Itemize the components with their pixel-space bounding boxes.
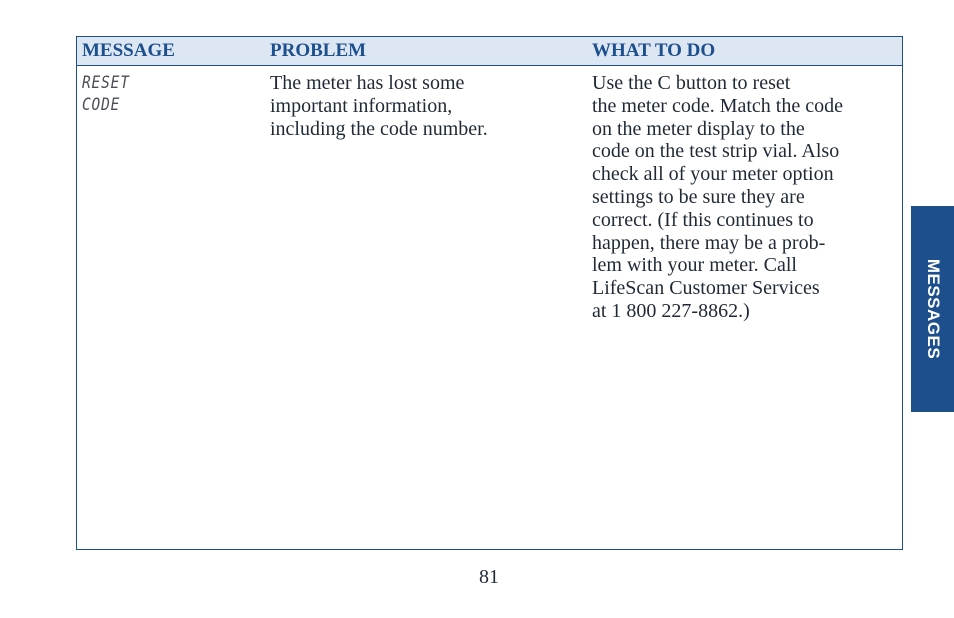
what-to-do-line: on the meter display to the	[592, 117, 805, 140]
table-header-row	[77, 37, 902, 66]
table-row	[77, 66, 902, 549]
problem-cell	[270, 72, 570, 140]
what-to-do-line: settings to be sure they are	[592, 185, 805, 208]
page-number: 81	[479, 566, 499, 588]
lcd-message-line: CODE	[82, 95, 121, 115]
what-to-do-line: happen, there may be a prob-	[592, 231, 826, 254]
what-to-do-line: correct. (If this continues to	[592, 208, 814, 231]
what-to-do-line: at 1 800 227-8862.)	[592, 299, 750, 322]
lcd-message-line: RESET	[82, 73, 130, 93]
message-table	[76, 36, 903, 550]
what-to-do-line: code on the test strip vial. Also	[592, 140, 840, 163]
what-to-do-line: LifeScan Customer Services	[592, 277, 820, 300]
header-message: MESSAGE	[82, 40, 175, 61]
header-problem: PROBLEM	[270, 40, 367, 61]
lcd-message-display	[82, 72, 138, 116]
section-tab-label: MESSAGES	[923, 258, 943, 360]
what-to-do-line: Use the C button to reset	[592, 72, 791, 94]
header-what-to-do: WHAT TO DO	[592, 40, 716, 61]
what-to-do-line: check all of your meter option	[592, 163, 834, 186]
what-to-do-cell	[592, 72, 898, 323]
problem-line: including the code number.	[270, 117, 488, 140]
section-tab-messages[interactable]	[911, 206, 954, 412]
what-to-do-line: lem with your meter. Call	[592, 254, 797, 277]
what-to-do-line: the meter code. Match the code	[592, 94, 843, 117]
problem-line: important information,	[270, 94, 453, 117]
problem-line: The meter has lost some	[270, 72, 465, 94]
